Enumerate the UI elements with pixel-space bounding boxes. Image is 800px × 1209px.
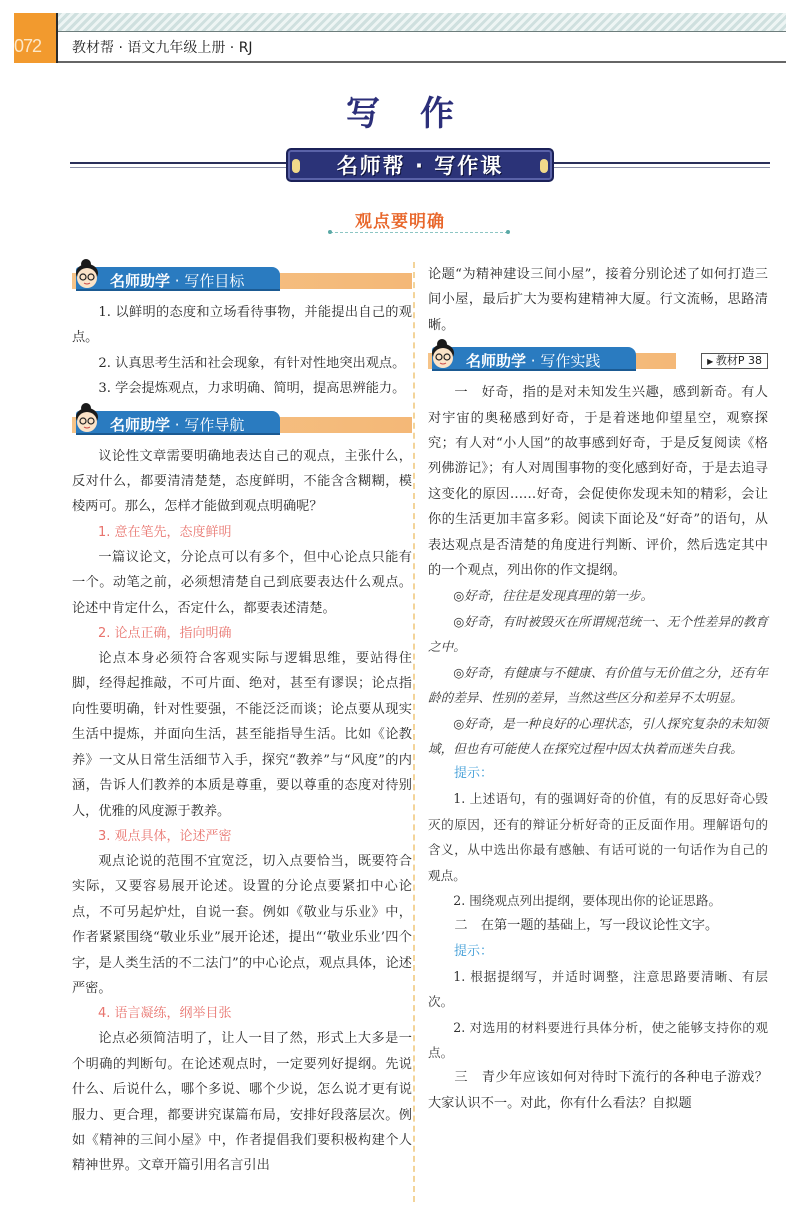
- section-header-label: 名师助学 · 写作目标: [110, 272, 245, 290]
- quote-item: ◎好奇，有时被毁灭在所谓规范统一、无个性差异的教育之中。: [428, 613, 768, 655]
- hint-item: 1. 根据提纲写，并适时调整，注意思路要清晰、有层次。: [428, 968, 768, 1010]
- banner-label: 名师帮 · 写作课: [336, 154, 504, 178]
- banner-notch-left-icon: [292, 159, 300, 173]
- section-header-label: 名师助学 · 写作实践: [466, 352, 601, 371]
- hint-label: 提示：: [454, 766, 494, 782]
- point-heading: 1. 意在笔先，态度鲜明: [98, 524, 232, 540]
- subtitle-dot-right-icon: [506, 230, 510, 234]
- banner-notch-right-icon: [540, 159, 548, 173]
- lesson-subtitle: 观点要明确: [355, 212, 445, 232]
- point-heading: 2. 论点正确，指向明确: [98, 626, 232, 642]
- section-header-tab: [76, 267, 280, 291]
- point-heading: 3. 观点具体，论述严密: [98, 828, 232, 844]
- point-heading: 4. 语言凝练，纲举目张: [98, 1006, 232, 1022]
- section-header-practice: [428, 342, 768, 372]
- page-title: 写作: [346, 94, 494, 134]
- page-number-box: [14, 13, 58, 63]
- point-text: 论点必须简洁明了，让人一目了然，形式上大多是一个明确的判断句。在论述观点时，一定要列好提纲。先说什么、后说什么，哪个多说、哪个少说，怎么说才更有说服力、更合理，都要讲究谋篇布局，安排好段落层次。例如《精神的三间小屋》中，作者提倡我们要积极构建个人精神世界。文章开篇引用名言引出: [72, 1031, 412, 1174]
- section-header-tab: [432, 347, 636, 371]
- point-text: 一篇议论文，分论点可以有多个，但中心论点只能有一个。动笔之前，必须想清楚自己到底要表达什么观点。论述中肯定什么，否定什么，都要表述清楚。: [72, 549, 412, 616]
- textbook-page-reference: ▶ 教材P 38: [701, 353, 768, 369]
- quote-item: ◎好奇，是一种良好的心理状态，引人探究复杂的未知领域，但也有可能使人在探究过程中因太执着而迷失自我。: [428, 715, 768, 756]
- right-column: [428, 262, 768, 1116]
- hint-item: 2. 对选用的材料要进行具体分析，使之能够支持你的观点。: [428, 1019, 768, 1060]
- header-stripe: [58, 13, 786, 32]
- teacher-avatar-icon: [72, 258, 102, 290]
- hint-item: 2. 围绕观点列出提纲，要体现出你的论证思路。: [453, 892, 722, 908]
- task-one: 一 好奇，指的是对未知发生兴趣，感到新奇。有人对宇宙的奥秘感到好奇，于是着迷地仰望星空，观察探究；有人对“小人国”的故事感到好奇，于是反复阅读《格列佛游记》；有人对周围事物的变化感到好奇，于是去追寻这变化的原因……好奇，会促使你发现未知的精彩，会让你的生活更加丰富多彩。阅读下面论及“好奇”的语句，从表达观点是否清楚的角度进行判断、评价，然后选定其中的一个观点，列出你的作文提纲。: [428, 385, 768, 579]
- hint-label: 提示：: [454, 943, 494, 959]
- teacher-avatar-icon: [72, 402, 102, 434]
- subtitle-underline: [330, 232, 508, 233]
- header-rule: [58, 61, 786, 63]
- section-header-label: 名师助学 · 写作导航: [110, 415, 245, 434]
- goal-item: 1. 以鲜明的态度和立场看待事物，并能提出自己的观点。: [72, 305, 412, 346]
- point-text: 论点本身必须符合客观实际与逻辑思维，要站得住脚，经得起推敲，不可片面、绝对，甚至有谬误；论点指向性要明确，针对性要强，不能泛泛而谈；论点要从现实生活中提炼，并面向生活，甚至能指导生活。比如《论教养》一文从日常生活细节入手，探究“教养”与“风度”的内涵，告诉人们教养的本质是尊重，要以尊重的态度对待别人，优雅的风度源于教养。: [72, 651, 412, 819]
- column-divider: [413, 262, 415, 1202]
- quote-item: ◎好奇，往往是发现真理的第一步。: [453, 588, 654, 604]
- hint-item: 1. 上述语句，有的强调好奇的价值，有的反思好奇心毁灭的原因，还有的辩证分析好奇的正反面作用。理解语句的含义，从中选出你最有感触、有话可说的一句话作为自己的观点。: [428, 791, 768, 883]
- goal-item: 2. 认真思考生活和社会现象，有针对性地突出观点。: [98, 355, 406, 371]
- continuation-text: 论题“为精神建设三间小屋”，接着分别论述了如何打造三间小屋，最后扩大为要构建精神大厦。行文流畅，思路清晰。: [428, 267, 768, 333]
- section-header-goals: [72, 262, 412, 292]
- task-three: 三 青少年应该如何对待时下流行的各种电子游戏？大家认识不一。对此，你有什么看法？自拟题: [428, 1070, 768, 1111]
- teacher-avatar-icon: [428, 338, 458, 370]
- book-title: 教材帮 · 语文九年级上册 · RJ: [72, 40, 253, 56]
- section-banner: [286, 148, 554, 182]
- section-header-tab: [76, 411, 280, 435]
- triangle-right-icon: ▶: [707, 357, 716, 367]
- task-two: 二 在第一题的基础上，写一段议论性文字。: [454, 918, 719, 934]
- left-column: [72, 262, 412, 1179]
- quote-item: ◎好奇，有健康与不健康、有价值与无价值之分，还有年龄的差异、性别的差异，当然这些区分和差异不太明显。: [428, 664, 768, 706]
- nav-intro: 议论性文章需要明确地表达自己的观点，主张什么，反对什么，都要清清楚楚，态度鲜明，不能含含糊糊，模棱两可。那么，怎样才能做到观点明确呢？: [72, 448, 412, 515]
- subtitle-dot-left-icon: [328, 230, 332, 234]
- page-number: 072: [14, 36, 42, 56]
- section-header-nav: [72, 406, 412, 436]
- goal-item: 3. 学会提炼观点，力求明确、简明，提高思辨能力。: [98, 381, 406, 397]
- point-text: 观点论说的范围不宜宽泛，切入点要恰当，既要符合实际，又要容易展开论述。设置的分论点要紧扣中心论点，不可另起炉灶，自说一套。例如《敬业与乐业》中，作者紧紧围绕“敬业乐业”展开论述，提出“‘敬业乐业’四个字，是人类生活的不二法门”的中心论点，观点具体，论述严密。: [72, 853, 412, 996]
